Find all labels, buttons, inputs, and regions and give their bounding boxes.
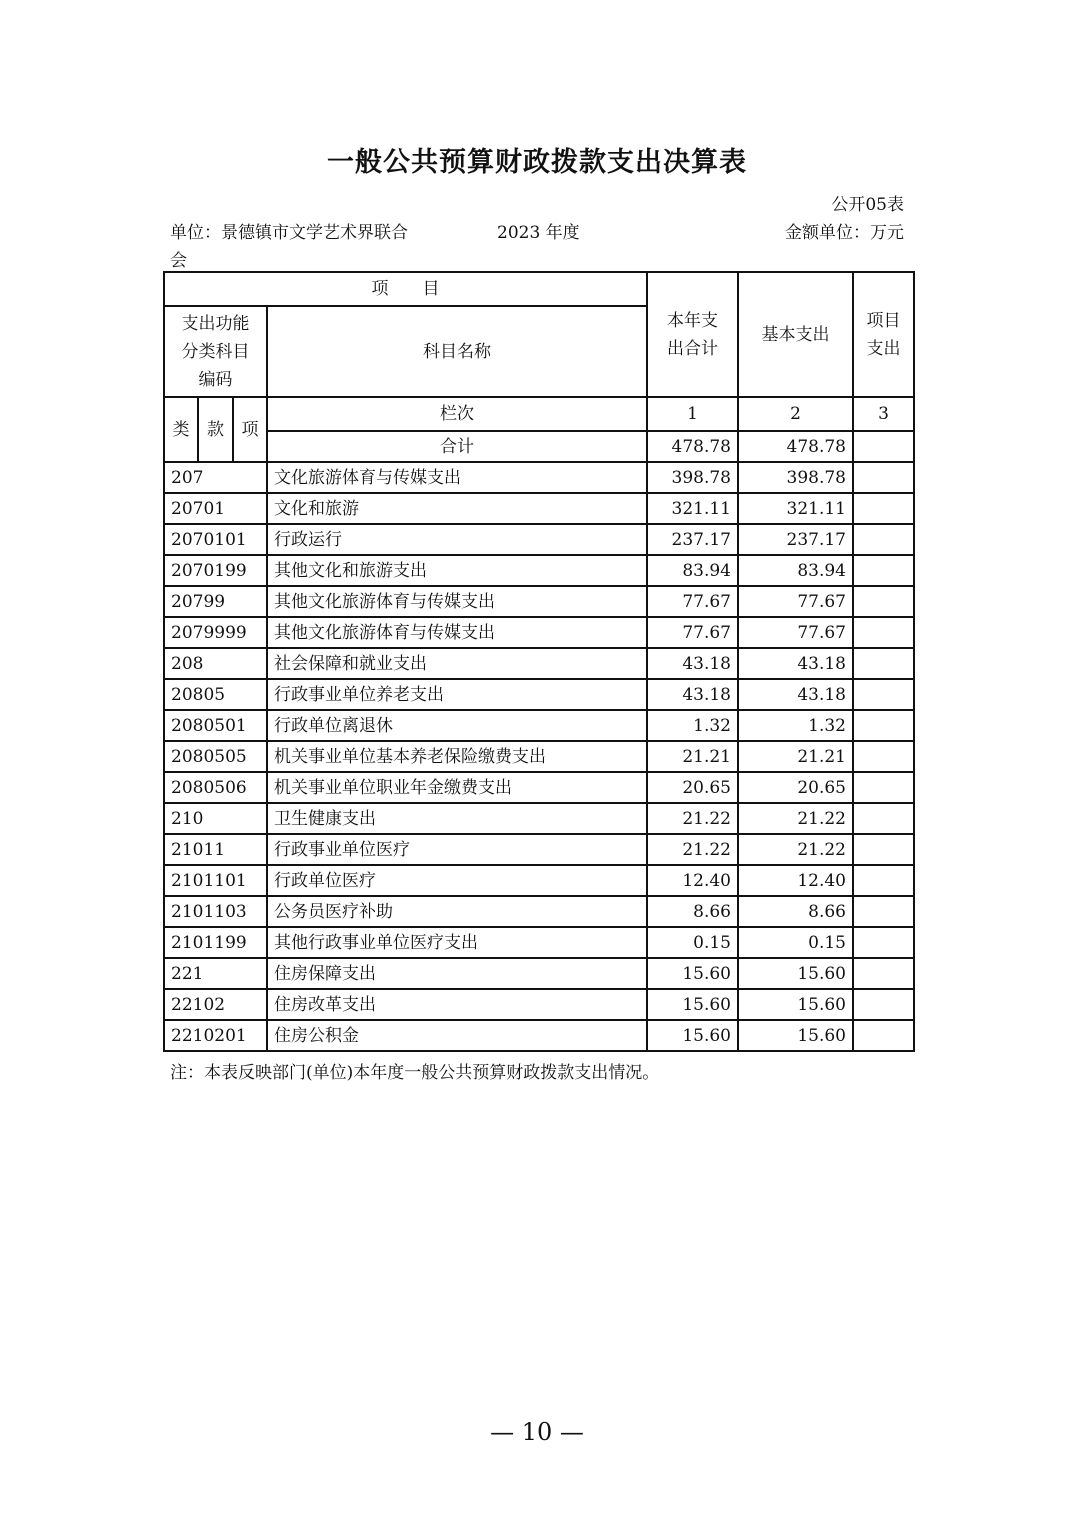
row-total: 0.15 xyxy=(647,927,738,958)
table-row xyxy=(164,493,914,524)
row-code: 20799 xyxy=(164,586,267,617)
row-name: 文化和旅游 xyxy=(267,493,647,524)
row-basic: 321.11 xyxy=(738,493,853,524)
total-col3 xyxy=(853,431,914,462)
row-project xyxy=(853,710,914,741)
row-total: 398.78 xyxy=(647,462,738,493)
total-col2: 478.78 xyxy=(738,431,853,462)
row-name: 其他文化旅游体育与传媒支出 xyxy=(267,586,647,617)
row-total: 21.22 xyxy=(647,834,738,865)
row-project xyxy=(853,648,914,679)
row-total: 77.67 xyxy=(647,617,738,648)
row-total: 15.60 xyxy=(647,1020,738,1051)
header-row-item xyxy=(164,272,914,306)
row-total: 237.17 xyxy=(647,524,738,555)
table-row xyxy=(164,803,914,834)
row-name: 公务员医疗补助 xyxy=(267,896,647,927)
total-row xyxy=(164,431,914,462)
page-number: — 10 — xyxy=(490,1418,584,1446)
header-col3: 项目支出 xyxy=(853,272,914,397)
table-row xyxy=(164,617,914,648)
header-col1: 本年支出合计 xyxy=(647,272,738,397)
row-basic: 21.22 xyxy=(738,834,853,865)
row-total: 15.60 xyxy=(647,958,738,989)
row-name: 机关事业单位基本养老保险缴费支出 xyxy=(267,741,647,772)
table-row xyxy=(164,555,914,586)
row-project xyxy=(853,927,914,958)
row-project xyxy=(853,772,914,803)
row-total: 15.60 xyxy=(647,989,738,1020)
row-project xyxy=(853,865,914,896)
row-name: 行政单位离退休 xyxy=(267,710,647,741)
header-code-group: 支出功能分类科目编码 xyxy=(164,306,267,397)
table-row xyxy=(164,989,914,1020)
row-project xyxy=(853,493,914,524)
row-total: 8.66 xyxy=(647,896,738,927)
row-code: 207 xyxy=(164,462,267,493)
document-title: 一般公共预算财政拨款支出决算表 xyxy=(327,147,747,178)
table-row xyxy=(164,462,914,493)
row-project xyxy=(853,896,914,927)
row-code: 2210201 xyxy=(164,1020,267,1051)
row-basic: 0.15 xyxy=(738,927,853,958)
table-row xyxy=(164,648,914,679)
row-name: 其他文化和旅游支出 xyxy=(267,555,647,586)
row-name: 行政事业单位养老支出 xyxy=(267,679,647,710)
row-basic: 1.32 xyxy=(738,710,853,741)
lanci-1: 1 xyxy=(647,397,738,431)
row-code: 210 xyxy=(164,803,267,834)
row-code: 2101199 xyxy=(164,927,267,958)
row-code: 2079999 xyxy=(164,617,267,648)
row-code: 21011 xyxy=(164,834,267,865)
row-project xyxy=(853,958,914,989)
row-project xyxy=(853,555,914,586)
row-project xyxy=(853,1020,914,1051)
table-row xyxy=(164,927,914,958)
row-basic: 8.66 xyxy=(738,896,853,927)
table-row xyxy=(164,679,914,710)
row-code: 2101103 xyxy=(164,896,267,927)
header-name: 科目名称 xyxy=(267,306,647,397)
row-total: 1.32 xyxy=(647,710,738,741)
form-number: 公开05表 xyxy=(831,195,904,215)
row-basic: 15.60 xyxy=(738,989,853,1020)
header-kuan: 款 xyxy=(198,397,233,462)
expenditure-table xyxy=(163,271,915,1052)
row-name: 住房公积金 xyxy=(267,1020,647,1051)
header-col2: 基本支出 xyxy=(738,272,853,397)
table-row xyxy=(164,586,914,617)
table-row xyxy=(164,772,914,803)
row-basic: 15.60 xyxy=(738,1020,853,1051)
row-total: 43.18 xyxy=(647,648,738,679)
row-basic: 43.18 xyxy=(738,648,853,679)
row-project xyxy=(853,989,914,1020)
row-code: 2080505 xyxy=(164,741,267,772)
table-row xyxy=(164,741,914,772)
row-code: 221 xyxy=(164,958,267,989)
row-basic: 237.17 xyxy=(738,524,853,555)
row-total: 21.22 xyxy=(647,803,738,834)
row-basic: 12.40 xyxy=(738,865,853,896)
row-total: 83.94 xyxy=(647,555,738,586)
row-total: 77.67 xyxy=(647,586,738,617)
row-basic: 15.60 xyxy=(738,958,853,989)
row-basic: 83.94 xyxy=(738,555,853,586)
row-name: 住房保障支出 xyxy=(267,958,647,989)
row-total: 21.21 xyxy=(647,741,738,772)
row-project xyxy=(853,741,914,772)
row-name: 文化旅游体育与传媒支出 xyxy=(267,462,647,493)
amount-unit: 金额单位：万元 xyxy=(785,223,904,243)
header-item: 项 目 xyxy=(164,272,647,306)
table-row xyxy=(164,1020,914,1051)
lanci-2: 2 xyxy=(738,397,853,431)
row-name: 其他文化旅游体育与传媒支出 xyxy=(267,617,647,648)
unit-label-continued: 会 xyxy=(170,251,187,271)
row-basic: 398.78 xyxy=(738,462,853,493)
row-name: 其他行政事业单位医疗支出 xyxy=(267,927,647,958)
row-project xyxy=(853,834,914,865)
header-row-lanci xyxy=(164,397,914,431)
row-basic: 21.22 xyxy=(738,803,853,834)
row-total: 12.40 xyxy=(647,865,738,896)
row-basic: 21.21 xyxy=(738,741,853,772)
row-name: 机关事业单位职业年金缴费支出 xyxy=(267,772,647,803)
header-lanci: 栏次 xyxy=(267,397,647,431)
table-row xyxy=(164,896,914,927)
row-code: 2101101 xyxy=(164,865,267,896)
total-label: 合计 xyxy=(267,431,647,462)
unit-label: 单位：景德镇市文学艺术界联合 xyxy=(170,223,408,243)
row-basic: 77.67 xyxy=(738,586,853,617)
total-col1: 478.78 xyxy=(647,431,738,462)
row-code: 2070199 xyxy=(164,555,267,586)
row-code: 208 xyxy=(164,648,267,679)
row-project xyxy=(853,524,914,555)
row-name: 行政单位医疗 xyxy=(267,865,647,896)
fiscal-year: 2023 年度 xyxy=(497,223,580,243)
row-total: 20.65 xyxy=(647,772,738,803)
row-basic: 43.18 xyxy=(738,679,853,710)
row-code: 2080506 xyxy=(164,772,267,803)
row-project xyxy=(853,803,914,834)
row-name: 行政事业单位医疗 xyxy=(267,834,647,865)
row-code: 22102 xyxy=(164,989,267,1020)
row-total: 321.11 xyxy=(647,493,738,524)
header-lei: 类 xyxy=(164,397,198,462)
row-project xyxy=(853,617,914,648)
table-row xyxy=(164,958,914,989)
row-name: 社会保障和就业支出 xyxy=(267,648,647,679)
row-name: 卫生健康支出 xyxy=(267,803,647,834)
row-name: 行政运行 xyxy=(267,524,647,555)
row-project xyxy=(853,462,914,493)
row-project xyxy=(853,679,914,710)
row-name: 住房改革支出 xyxy=(267,989,647,1020)
row-code: 2070101 xyxy=(164,524,267,555)
table-note: 注：本表反映部门(单位)本年度一般公共预算财政拨款支出情况。 xyxy=(170,1063,660,1083)
table-row xyxy=(164,710,914,741)
row-basic: 20.65 xyxy=(738,772,853,803)
lanci-3: 3 xyxy=(853,397,914,431)
row-code: 20701 xyxy=(164,493,267,524)
header-xiang: 项 xyxy=(233,397,267,462)
row-basic: 77.67 xyxy=(738,617,853,648)
table-row xyxy=(164,865,914,896)
row-code: 20805 xyxy=(164,679,267,710)
row-total: 43.18 xyxy=(647,679,738,710)
table-row xyxy=(164,524,914,555)
table-row xyxy=(164,834,914,865)
row-code: 2080501 xyxy=(164,710,267,741)
row-project xyxy=(853,586,914,617)
